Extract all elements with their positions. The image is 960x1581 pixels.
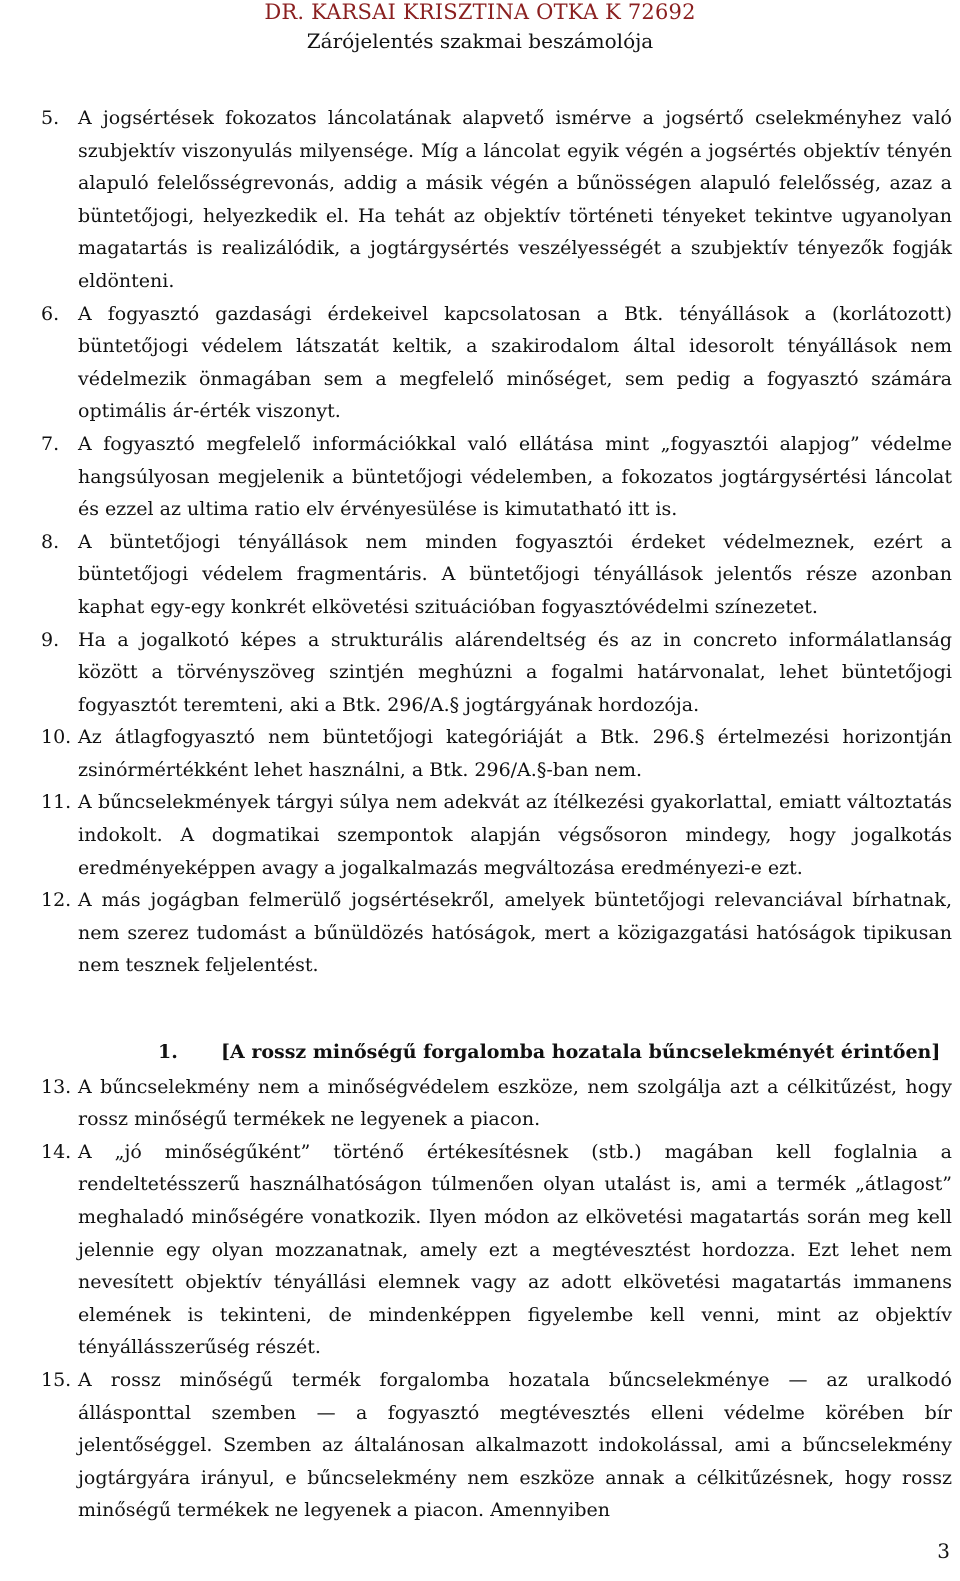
- list-item: [41, 1071, 952, 1136]
- list-item: [41, 884, 952, 982]
- list-item: [41, 102, 952, 298]
- item-text: A „jó minőségűként” történő értékesítésnek (stb.) magában kell foglalnia a rendeltetésszerű használhatóságon túlmenően olyan utalást is, ami a termék „átlagost” meghaladó minőségére vonatkozik. Ilyen módon az elkövetési magatartás során meg kell jelennie egy olyan mozzanatnak, amely ezt a megtévesztést hordozza. Ezt lehet nem nevesített objektív tényállási elemnek vagy az adott elkövetési magatartás immanens elemének is tekinteni, de mindenképpen figyelembe kell venni, mint az objektív tényállásszerűség részét.: [78, 1140, 952, 1359]
- item-number: 6.: [41, 302, 60, 325]
- item-text: A fogyasztó megfelelő információkkal való ellátása mint „fogyasztói alapjog” védelme hangsúlyosan megjelenik a büntetőjogi védelemben, a fokozatos jogtárgysértési láncolat és ezzel az ultima ratio elv érvényesülése is kimutatható itt is.: [78, 432, 952, 521]
- item-text: A jogsértések fokozatos láncolatának alapvető ismérve a jogsértő cselekményhez való szubjektív viszonyulás milyensége. Míg a láncolat egyik végén a jogsértés objektív tényén alapuló felelősségrevonás, addig a másik végén a bűnösségen alapuló felelősség, azaz a büntetőjogi, helyezkedik el. Ha tehát az objektív történeti tényeket tekintve ugyanolyan magatartás is realizálódik, a jogtárgysértés veszélyességét a szubjektív tényezők fogják eldönteni.: [78, 107, 952, 292]
- header-author-grant: DR. KARSAI KRISZTINA OTKA K 72692: [264, 0, 696, 24]
- item-number: 8.: [41, 530, 60, 553]
- item-number: 14.: [41, 1140, 72, 1163]
- list-item: [41, 624, 952, 722]
- list-item: [41, 428, 952, 526]
- header-report-title: Zárójelentés szakmai beszámolója: [306, 29, 654, 53]
- section-title: [A rossz minőségű forgalomba hozatala bűncselekményét érintően]: [221, 1041, 941, 1064]
- page-header: [0, 0, 960, 54]
- item-text: A fogyasztó gazdasági érdekeivel kapcsolatosan a Btk. tényállások a (korlátozott) büntetőjogi védelem látszatát keltik, a szakirodalom által idesorolt tényállások nem védelmezik önmagában sem a megfelelő minőséget, sem pedig a fogyasztó számára optimális ár-érték viszonyt.: [78, 302, 952, 423]
- item-text: A más jogágban felmerülő jogsértésekről, amelyek büntetőjogi relevanciával bírhatnak, nem szerez tudomást a bűnüldözés hatóságok, mert a közigazgatási hatóságok tipikusan nem tesznek feljelentést.: [78, 889, 952, 977]
- section-number: 1.: [158, 1041, 178, 1064]
- list-item: [41, 1136, 952, 1364]
- item-text: Az átlagfogyasztó nem büntetőjogi kategóriáját a Btk. 296.§ értelmezési horizontján zsinórmértékként lehet használni, a Btk. 296/A.§-ban nem.: [78, 726, 952, 781]
- item-number: 10.: [41, 726, 72, 749]
- item-text: A büntetőjogi tényállások nem minden fogyasztói érdeket védelmeznek, ezért a büntetőjogi védelem fragmentáris. A büntetőjogi tényállások jelentős része azonban kaphat egy-egy konkrét elkövetési szituációban fogyasztóvédelmi színezetet.: [78, 530, 952, 618]
- item-number: 12.: [41, 889, 72, 912]
- item-text: Ha a jogalkotó képes a strukturális alárendeltség és az in concreto informálatlanság között a törvényszöveg szintjén meghúzni a fogalmi határvonalat, lehet büntetőjogi fogyasztót teremteni, aki a Btk. 296/A.§ jogtárgyának hordozója.: [78, 628, 952, 716]
- numbered-list-a: [41, 102, 952, 982]
- item-number: 13.: [41, 1075, 72, 1098]
- numbered-list-b: [41, 1071, 952, 1527]
- section-heading: [41, 1036, 952, 1069]
- list-item: [41, 1364, 952, 1527]
- item-number: 11.: [41, 791, 72, 814]
- item-text: A bűncselekmény nem a minőségvédelem eszköze, nem szolgálja azt a célkitűzést, hogy rossz minőségű termékek ne legyenek a piacon.: [78, 1075, 952, 1131]
- item-number: 5.: [41, 107, 60, 129]
- item-text: A rossz minőségű termék forgalomba hozatala bűncselekménye — az uralkodó állásponttal szemben — a fogyasztó megtévesztés elleni védelme körében bír jelentőséggel. Szemben az általánosan alkalmazott indokolással, ami a bűncselekmény jogtárgyára irányul, e bűncselekmény nem eszköze annak a célkitűzésnek, hogy rossz minőségű termékek ne legyenek a piacon. Amennyiben: [78, 1368, 952, 1522]
- list-item: [41, 526, 952, 624]
- item-number: 7.: [41, 432, 60, 455]
- list-item: [41, 786, 952, 884]
- item-number: 15.: [41, 1368, 72, 1391]
- document-body: [41, 102, 952, 1527]
- item-number: 9.: [41, 628, 60, 651]
- page-number: 3: [937, 1539, 950, 1563]
- item-text: A bűncselekmények tárgyi súlya nem adekvát az ítélkezési gyakorlattal, emiatt változtatás indokolt. A dogmatikai szempontok alapján végsősoron mindegy, hogy jogalkotás eredményeképpen avagy a jogalkalmazás megváltozása eredményezi-e ezt.: [78, 791, 952, 879]
- list-item: [41, 721, 952, 786]
- list-item: [41, 298, 952, 428]
